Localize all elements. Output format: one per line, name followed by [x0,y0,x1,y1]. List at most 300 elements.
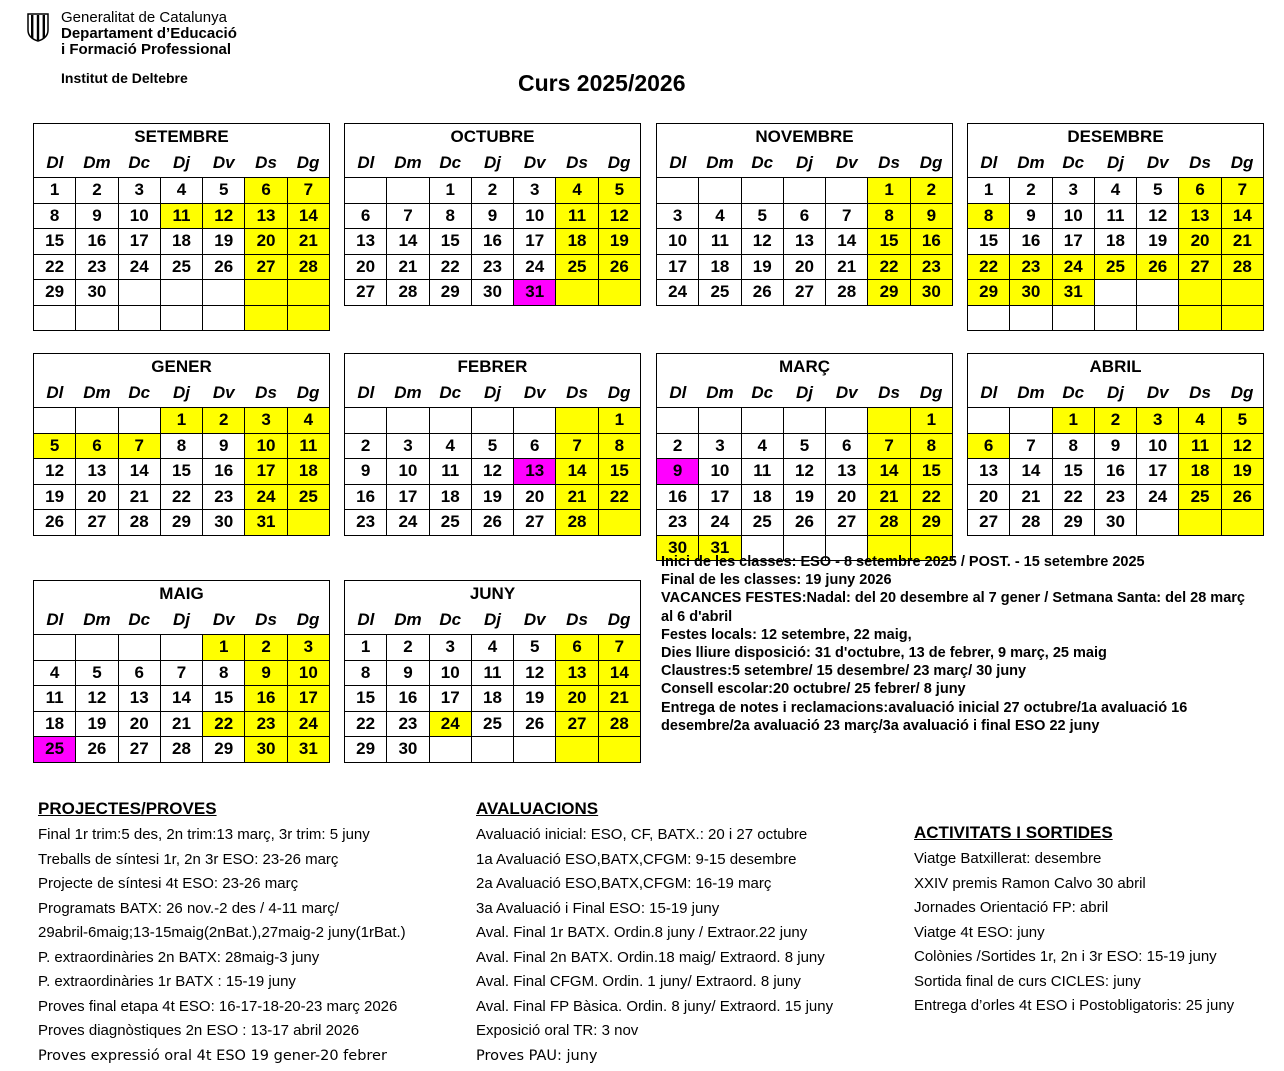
day-cell: 30 [245,737,287,763]
day-cell: 3 [699,433,741,459]
empty-cell [429,408,471,434]
month-name: NOVEMBRE [657,124,953,150]
day-cell: 8 [429,203,471,229]
day-cell: 18 [1094,229,1136,255]
day-cell: 21 [287,229,329,255]
empty-cell [387,178,429,204]
day-cell: 25 [741,510,783,536]
day-cell: 11 [34,686,76,712]
day-cell: 4 [160,178,202,204]
day-cell: 23 [1094,484,1136,510]
empty-cell [76,635,118,661]
empty-cell [741,178,783,204]
empty-cell [118,280,160,306]
day-cell: 30 [76,280,118,306]
day-cell: 11 [160,203,202,229]
day-cell: 22 [160,484,202,510]
day-cell: 23 [471,254,513,280]
day-name: Ds [255,383,277,402]
day-cell: 4 [471,635,513,661]
day-cell: 5 [598,178,640,204]
day-name: Dm [394,153,422,172]
day-cell: 21 [556,484,598,510]
day-name: Dg [1221,379,1263,408]
day-cell: 19 [203,229,245,255]
month-calendar [344,353,641,536]
day-cell: 20 [118,711,160,737]
day-cell: 28 [287,254,329,280]
list-item: Entrega d’orles 4t ESO i Postobligatoris: 25 juny [914,997,1235,1014]
day-cell: 21 [826,254,868,280]
day-cell: 27 [968,510,1010,536]
empty-cell [1094,280,1136,306]
day-name: Dl [345,606,387,635]
day-name: Dj [1106,383,1124,402]
day-name: Dc [439,153,462,172]
day-cell: 2 [76,178,118,204]
list-item: Aval. Final CFGM. Ordin. 1 juny/ Extraord. 8 juny [476,973,801,990]
day-cell: 11 [1179,433,1221,459]
day-cell: 7 [1010,433,1052,459]
month-name: OCTUBRE [345,124,641,150]
day-name: Dj [483,383,501,402]
empty-cell [118,408,160,434]
empty-cell [160,305,202,331]
day-name: Dj [483,610,501,629]
day-name: Dv [523,153,546,172]
day-cell: 16 [1094,459,1136,485]
day-cell: 23 [345,510,387,536]
day-cell: 20 [556,686,598,712]
day-cell: 5 [76,660,118,686]
day-cell: 18 [556,229,598,255]
day-cell: 4 [429,433,471,459]
month-calendar [656,123,953,306]
day-cell: 13 [826,459,868,485]
day-name: Dl [968,149,1010,178]
day-cell: 1 [910,408,952,434]
day-cell: 14 [1010,459,1052,485]
list-item: Final 1r trim:5 des, 2n trim:13 març, 3r trim: 5 juny [38,826,370,843]
day-cell: 8 [34,203,76,229]
day-name: Dl [345,379,387,408]
day-name: Dl [34,149,76,178]
day-cell: 9 [203,433,245,459]
day-name: Dv [212,383,235,402]
empty-cell [34,305,76,331]
day-cell: 22 [203,711,245,737]
month-name: JUNY [345,581,641,607]
month-calendar [656,353,953,561]
empty-cell [514,408,556,434]
day-cell: 1 [429,178,471,204]
day-cell: 15 [968,229,1010,255]
empty-cell [287,305,329,331]
day-cell: 20 [245,229,287,255]
day-cell: 18 [741,484,783,510]
empty-cell [699,178,741,204]
day-cell: 4 [1094,178,1136,204]
day-cell: 28 [1010,510,1052,536]
empty-cell [118,635,160,661]
day-cell: 19 [76,711,118,737]
day-cell: 9 [1010,203,1052,229]
list-item: 2a Avaluació ESO,BATX,CFGM: 16-19 març [476,875,772,892]
day-cell: 8 [1052,433,1094,459]
day-cell: 21 [1010,484,1052,510]
day-cell: 28 [387,280,429,306]
day-cell: 1 [160,408,202,434]
day-cell: 2 [657,433,699,459]
day-cell: 5 [203,178,245,204]
day-cell: 3 [118,178,160,204]
day-cell: 22 [598,484,640,510]
day-cell: 12 [1137,203,1179,229]
empty-cell [1221,305,1263,331]
day-cell: 29 [1052,510,1094,536]
day-cell: 5 [514,635,556,661]
day-name: Dv [523,383,546,402]
day-cell: 2 [910,178,952,204]
day-cell: 12 [741,229,783,255]
day-cell: 19 [514,686,556,712]
day-cell: 23 [1010,254,1052,280]
empty-cell [76,408,118,434]
day-cell: 22 [868,254,910,280]
empty-cell [657,178,699,204]
day-cell: 11 [471,660,513,686]
day-cell: 16 [203,459,245,485]
day-cell: 4 [556,178,598,204]
list-item: Programats BATX: 26 nov.-2 des / 4-11 març/ [38,899,339,917]
day-cell: 8 [160,433,202,459]
day-cell: 5 [783,433,825,459]
day-cell: 19 [598,229,640,255]
empty-cell [245,305,287,331]
day-cell: 15 [34,229,76,255]
day-cell: 4 [1179,408,1221,434]
day-cell: 20 [968,484,1010,510]
list-item: Colònies /Sortides 1r, 2n i 3r ESO: 15-19 juny [914,948,1217,965]
day-cell: 18 [287,459,329,485]
empty-cell [1179,305,1221,331]
day-cell: 4 [287,408,329,434]
month-name: DESEMBRE [968,124,1264,150]
empty-cell [1137,280,1179,306]
list-item: Proves diagnòstiques 2n ESO : 13-17 abril 2026 [38,1022,360,1039]
day-cell: 17 [1052,229,1094,255]
day-cell: 18 [160,229,202,255]
day-cell: 26 [514,711,556,737]
day-cell: 14 [387,229,429,255]
day-name: Dv [1146,383,1169,402]
day-cell: 10 [1137,433,1179,459]
day-cell: 23 [76,254,118,280]
day-cell: 31 [514,280,556,306]
empty-cell [598,280,640,306]
day-name: Dm [1017,383,1045,402]
day-name: Dm [394,610,422,629]
info-line: VACANCES FESTES:Nadal: del 20 desembre al 7 gener / Setmana Santa: del 28 març al 6 d'abril [661,590,1245,625]
day-cell: 20 [783,254,825,280]
empty-cell [1221,280,1263,306]
day-name: Ds [1189,153,1211,172]
day-cell: 10 [429,660,471,686]
day-cell: 29 [910,510,952,536]
day-cell: 15 [1052,459,1094,485]
day-cell: 16 [1010,229,1052,255]
empty-cell [968,305,1010,331]
day-cell: 6 [783,203,825,229]
month-calendar [33,353,330,536]
day-cell: 7 [1221,178,1263,204]
day-cell: 10 [699,459,741,485]
list-item: Jornades Orientació FP: abril [914,899,1109,916]
empty-cell [345,178,387,204]
info-line: Festes locals: 12 setembre, 22 maig, [661,626,912,643]
day-cell: 9 [471,203,513,229]
list-item: Proves expressió oral 4t ESO 19 gener-20 febrer [38,1047,387,1064]
day-cell: 30 [387,737,429,763]
day-cell: 9 [245,660,287,686]
day-name: Dv [1146,153,1169,172]
day-cell: 12 [203,203,245,229]
empty-cell [826,178,868,204]
day-name: Dm [83,153,111,172]
day-cell: 1 [868,178,910,204]
day-cell: 14 [118,459,160,485]
day-cell: 29 [345,737,387,763]
day-cell: 2 [345,433,387,459]
day-cell: 16 [76,229,118,255]
day-name: Dc [128,153,151,172]
day-cell: 15 [345,686,387,712]
day-cell: 31 [1052,280,1094,306]
day-cell: 22 [1052,484,1094,510]
day-cell: 17 [699,484,741,510]
empty-cell [556,408,598,434]
day-cell: 29 [968,280,1010,306]
day-cell: 5 [34,433,76,459]
day-cell: 12 [514,660,556,686]
day-cell: 11 [429,459,471,485]
day-cell: 26 [471,510,513,536]
day-cell: 11 [741,459,783,485]
day-cell: 25 [429,510,471,536]
day-cell: 24 [245,484,287,510]
day-cell: 24 [429,711,471,737]
day-cell: 12 [471,459,513,485]
day-cell: 22 [968,254,1010,280]
day-cell: 25 [699,280,741,306]
day-cell: 5 [1137,178,1179,204]
day-cell: 15 [868,229,910,255]
info-line: Final de les classes: 19 juny 2026 [661,572,892,589]
day-cell: 15 [429,229,471,255]
day-name: Dg [598,379,640,408]
day-name: Ds [255,610,277,629]
day-cell: 27 [76,510,118,536]
month-name: MARÇ [657,354,953,380]
day-name: Ds [566,610,588,629]
list-item: Viatge 4t ESO: juny [914,923,1045,941]
day-cell: 6 [1179,178,1221,204]
list-item: Projecte de síntesi 4t ESO: 23-26 març [38,875,299,892]
day-cell: 22 [910,484,952,510]
day-cell: 23 [245,711,287,737]
day-cell: 12 [34,459,76,485]
day-cell: 14 [287,203,329,229]
empty-cell [1010,305,1052,331]
day-cell: 25 [471,711,513,737]
day-cell: 31 [287,737,329,763]
day-cell: 16 [387,686,429,712]
day-cell: 24 [387,510,429,536]
day-cell: 20 [514,484,556,510]
day-cell: 3 [287,635,329,661]
day-cell: 13 [556,660,598,686]
day-cell: 10 [245,433,287,459]
month-calendar [344,580,641,763]
info-line: Inici de les classes: ESO - 8 setembre 2025 / POST. - 15 setembre 2025 [661,554,1145,570]
day-cell: 5 [741,203,783,229]
day-cell: 21 [118,484,160,510]
day-cell: 24 [1137,484,1179,510]
empty-cell [699,408,741,434]
day-cell: 10 [118,203,160,229]
empty-cell [868,408,910,434]
day-cell: 31 [699,535,741,561]
empty-cell [1137,510,1179,536]
day-name: Ds [878,153,900,172]
day-cell: 14 [556,459,598,485]
day-cell: 3 [1052,178,1094,204]
day-cell: 27 [118,737,160,763]
day-cell: 16 [910,229,952,255]
day-name: Ds [255,153,277,172]
day-cell: 24 [699,510,741,536]
day-name: Ds [566,153,588,172]
day-cell: 21 [1221,229,1263,255]
day-cell: 2 [471,178,513,204]
day-cell: 17 [429,686,471,712]
list-item: Exposició oral TR: 3 nov [476,1022,639,1039]
day-cell: 1 [34,178,76,204]
day-cell: 30 [1094,510,1136,536]
day-cell: 28 [118,510,160,536]
empty-cell [1221,510,1263,536]
empty-cell [1010,408,1052,434]
day-cell: 30 [910,280,952,306]
day-cell: 23 [657,510,699,536]
day-name: Dm [706,153,734,172]
day-name: Dl [34,379,76,408]
day-cell: 26 [1137,254,1179,280]
day-cell: 7 [118,433,160,459]
day-cell: 8 [598,433,640,459]
day-cell: 15 [203,686,245,712]
day-name: Dj [1106,153,1124,172]
day-cell: 6 [76,433,118,459]
day-name: Ds [566,383,588,402]
day-cell: 29 [868,280,910,306]
day-cell: 29 [160,510,202,536]
month-calendar [344,123,641,306]
day-cell: 9 [76,203,118,229]
day-cell: 7 [868,433,910,459]
day-cell: 12 [76,686,118,712]
day-name: Dg [910,149,952,178]
day-cell: 7 [556,433,598,459]
day-cell: 20 [76,484,118,510]
day-cell: 6 [118,660,160,686]
day-cell: 8 [968,203,1010,229]
day-name: Dg [598,606,640,635]
generalitat-logo-icon [26,12,50,42]
day-name: Dj [795,153,813,172]
day-cell: 2 [245,635,287,661]
day-cell: 10 [1052,203,1094,229]
day-cell: 3 [245,408,287,434]
day-cell: 30 [1010,280,1052,306]
day-cell: 7 [287,178,329,204]
day-cell: 15 [160,459,202,485]
day-cell: 13 [118,686,160,712]
day-cell: 2 [1010,178,1052,204]
day-cell: 9 [657,459,699,485]
day-cell: 16 [245,686,287,712]
day-name: Dl [34,606,76,635]
day-cell: 24 [1052,254,1094,280]
month-name: SETEMBRE [34,124,330,150]
day-cell: 18 [429,484,471,510]
day-cell: 13 [345,229,387,255]
day-cell: 9 [345,459,387,485]
day-cell: 13 [968,459,1010,485]
empty-cell [34,408,76,434]
day-cell: 8 [345,660,387,686]
day-cell: 16 [657,484,699,510]
day-cell: 9 [1094,433,1136,459]
day-cell: 7 [826,203,868,229]
day-cell: 8 [910,433,952,459]
day-name: Dv [835,383,858,402]
day-cell: 11 [287,433,329,459]
day-cell: 4 [741,433,783,459]
day-cell: 14 [1221,203,1263,229]
empty-cell [556,737,598,763]
day-name: Dg [287,149,329,178]
day-cell: 18 [34,711,76,737]
day-name: Dv [212,610,235,629]
list-item: Proves final etapa 4t ESO: 16-17-18-20-23 març 2026 [38,997,398,1015]
day-name: Dm [83,610,111,629]
day-cell: 26 [741,280,783,306]
day-cell: 17 [1137,459,1179,485]
empty-cell [287,280,329,306]
day-cell: 26 [76,737,118,763]
month-name: FEBRER [345,354,641,380]
empty-cell [287,510,329,536]
day-cell: 25 [34,737,76,763]
info-block [661,553,1261,735]
day-cell: 3 [429,635,471,661]
day-cell: 19 [1221,459,1263,485]
empty-cell [471,408,513,434]
empty-cell [514,737,556,763]
list-item: 29abril-6maig;13-15maig(2nBat.),27maig-2 juny(1rBat.) [38,924,406,941]
day-cell: 2 [387,635,429,661]
